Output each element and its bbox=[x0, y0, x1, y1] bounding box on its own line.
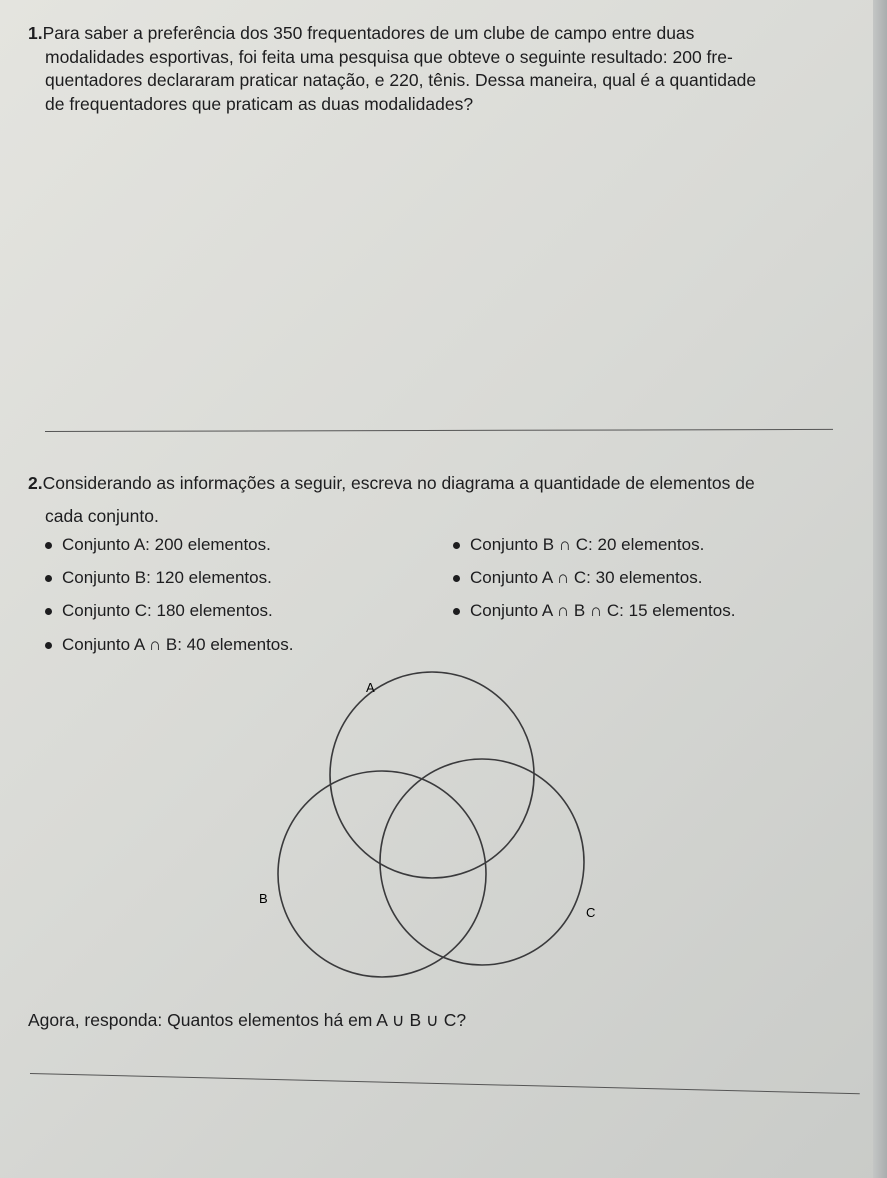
question-1 bbox=[28, 22, 828, 116]
list-item: Conjunto B ∩ C: 20 elementos. bbox=[453, 535, 704, 555]
bullet-icon bbox=[45, 575, 52, 582]
answer-line-question-1[interactable] bbox=[45, 429, 833, 432]
question-2-number: 2. bbox=[28, 473, 43, 493]
question-1-line-1: 1.Para saber a preferência dos 350 frequentadores de um clube de campo entre duas bbox=[28, 23, 695, 43]
question-2-line-2: cada conjunto. bbox=[45, 506, 159, 526]
list-item: Conjunto B: 120 elementos. bbox=[45, 568, 272, 588]
label-b: B bbox=[259, 891, 268, 906]
list-item: Conjunto A ∩ C: 30 elementos. bbox=[453, 568, 702, 588]
question-2 bbox=[28, 467, 848, 533]
bullet-icon bbox=[45, 542, 52, 549]
question-1-line-4: de frequentadores que praticam as duas modalidades? bbox=[45, 93, 474, 114]
page-edge bbox=[873, 0, 887, 1178]
question-1-line-3: quentadores declararam praticar natação, e 220, tênis. Dessa maneira, qual é a quantidade bbox=[45, 70, 757, 90]
circle-a[interactable] bbox=[330, 672, 534, 878]
question-2-line-1: 2.Considerando as informações a seguir, escreva no diagrama a quantidade de elementos de bbox=[28, 473, 755, 493]
label-a: A bbox=[366, 680, 375, 695]
question-1-line-2: modalidades esportivas, foi feita uma pesquisa que obteve o seguinte resultado: 200 fre- bbox=[45, 46, 733, 67]
list-item: Conjunto A ∩ B: 40 elementos. bbox=[45, 635, 293, 655]
bullet-icon bbox=[45, 608, 52, 615]
list-item: Conjunto A ∩ B ∩ C: 15 elementos. bbox=[453, 601, 735, 621]
bullet-icon bbox=[453, 575, 460, 582]
bullet-icon bbox=[453, 608, 460, 615]
answer-line-question-2[interactable] bbox=[30, 1073, 860, 1094]
label-c: C bbox=[586, 905, 596, 920]
circle-b[interactable] bbox=[278, 771, 486, 977]
question-1-number: 1. bbox=[28, 23, 43, 43]
bullet-icon bbox=[45, 642, 52, 649]
followup-question: Agora, responda: Quantos elementos há em A ∪ B ∪ C? bbox=[28, 1010, 467, 1030]
circle-c[interactable] bbox=[380, 759, 584, 965]
list-item: Conjunto C: 180 elementos. bbox=[45, 601, 273, 621]
venn-diagram[interactable] bbox=[250, 670, 610, 990]
bullet-icon bbox=[453, 542, 460, 549]
list-item: Conjunto A: 200 elementos. bbox=[45, 535, 271, 555]
